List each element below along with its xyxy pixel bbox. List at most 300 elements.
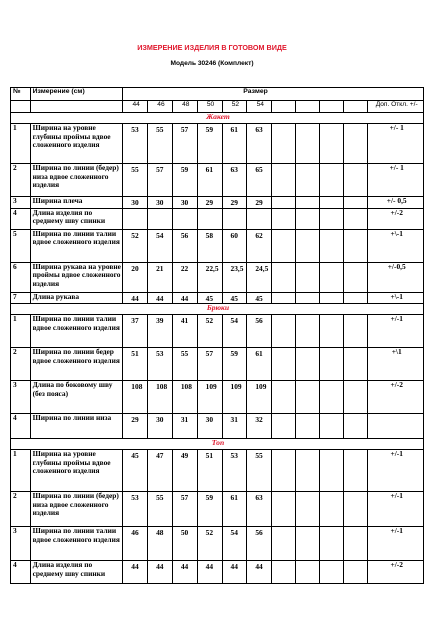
value-text: 55: [180, 349, 189, 359]
empty-cell: [344, 292, 368, 304]
size-value-48: [172, 262, 197, 292]
table-row: [11, 561, 424, 584]
size-value-50: [197, 229, 222, 262]
empty-cell: [344, 124, 368, 164]
empty-cell: [296, 492, 320, 527]
table-row: [11, 208, 424, 229]
measurement-label: Ширина по линии талии вдвое сложенного изделия: [30, 315, 123, 348]
size-value-44: [123, 450, 148, 492]
value-text: 20: [131, 263, 139, 273]
measurement-label: Длина рукава: [30, 292, 123, 304]
size-value-50: [197, 414, 222, 439]
value-text: 44: [205, 562, 214, 572]
empty-cell: [272, 414, 296, 439]
size-value-52: [222, 527, 247, 561]
empty-cell: [320, 348, 344, 381]
size-value-54: [247, 197, 272, 209]
size-value-54: [247, 527, 272, 561]
value-text: 61: [205, 165, 214, 174]
row-number: 1: [11, 124, 31, 164]
size-value-48: [172, 348, 197, 381]
size-value-48: [172, 197, 197, 209]
value-text: 52: [205, 528, 214, 538]
value-text: 31: [180, 415, 189, 425]
value-text: 59: [180, 165, 189, 174]
measurement-label: Ширина плеча: [30, 197, 123, 209]
empty-cell: [272, 229, 296, 262]
value-text: 44: [180, 562, 189, 572]
tolerance-value: +/- 1: [368, 164, 424, 197]
size-value-48: [172, 315, 197, 348]
size-value-44: [123, 164, 148, 197]
value-text: 61: [230, 493, 238, 503]
value-text: 63: [230, 165, 238, 174]
tolerance-value: +/- 1: [368, 124, 424, 164]
size-value-54: [247, 208, 272, 229]
size-value-46: [148, 527, 173, 561]
size-value-50: [197, 381, 222, 414]
value-text: 45: [255, 293, 263, 303]
size-value-50: [197, 315, 222, 348]
size-value-54: [247, 124, 272, 164]
value-text: 29: [205, 198, 214, 207]
tolerance-value: +\-1: [368, 292, 424, 304]
size-value-46: [148, 561, 173, 584]
size-value-46: [148, 315, 173, 348]
size-value-48: [172, 561, 197, 584]
tolerance-value: +/-1: [368, 450, 424, 492]
empty-cell: [320, 262, 344, 292]
size-blank: [344, 101, 368, 113]
value-text: 48: [156, 528, 164, 538]
document-title: ИЗМЕРЕНИЕ ИЗДЕЛИЯ В ГОТОВОМ ВИДЕ: [137, 43, 287, 52]
empty-cell: [320, 450, 344, 492]
size-value-48: [172, 124, 197, 164]
value-text: 54: [230, 316, 238, 326]
value-text: 50: [180, 528, 189, 538]
measurement-label: Ширина по линии бедер вдвое сложенного изделия: [30, 348, 123, 381]
size-value-44: [123, 229, 148, 262]
empty-cell: [296, 561, 320, 584]
size-value-44: [123, 292, 148, 304]
size-value-50: [197, 527, 222, 561]
size-value-46: [148, 414, 173, 439]
size-value-54: [247, 262, 272, 292]
table-row: [11, 315, 424, 348]
empty-cell: [272, 527, 296, 561]
measurement-label: Длина изделия по среднему шву спинки: [30, 561, 123, 584]
empty-cell: [296, 197, 320, 209]
empty-cell: [296, 229, 320, 262]
value-text: 108: [180, 382, 192, 392]
empty-cell: [320, 124, 344, 164]
table-row: [11, 527, 424, 561]
empty-cell: [272, 292, 296, 304]
measurement-label: Ширина по линии талии вдвое сложенного изделия: [30, 229, 123, 262]
value-text: 59: [205, 125, 214, 134]
measurements-table: [10, 87, 424, 584]
value-text: 45: [230, 293, 238, 303]
table-row: [11, 381, 424, 414]
size-value-44: [123, 208, 148, 229]
size-value-44: [123, 414, 148, 439]
empty-cell: [344, 208, 368, 229]
value-text: 57: [180, 493, 189, 503]
value-text: 29: [131, 415, 139, 425]
empty-cell: [272, 208, 296, 229]
value-text: 53: [131, 493, 139, 503]
size-value-54: [247, 492, 272, 527]
empty-cell: [344, 197, 368, 209]
size-value-48: [172, 164, 197, 197]
size-value-54: [247, 164, 272, 197]
empty-cell: [320, 229, 344, 262]
value-text: 39: [156, 316, 164, 326]
tolerance-value: +/-2: [368, 381, 424, 414]
table-row: [11, 292, 424, 304]
value-text: 57: [156, 165, 164, 174]
value-text: 52: [131, 230, 139, 240]
empty-cell: [344, 492, 368, 527]
value-text: 44: [230, 562, 238, 572]
size-value-48: [172, 229, 197, 262]
empty-cell: [344, 262, 368, 292]
value-text: 55: [255, 451, 263, 461]
size-value-46: [148, 262, 173, 292]
size-value-44: [123, 527, 148, 561]
tolerance-value: +/-1: [368, 492, 424, 527]
row-number: 1: [11, 450, 31, 492]
size-value-48: [172, 527, 197, 561]
value-text: [125, 213, 131, 215]
size-value-50: [197, 262, 222, 292]
empty-cell: [320, 315, 344, 348]
row-number: 7: [11, 292, 31, 304]
value-text: 62: [255, 230, 263, 240]
size-value-54: [247, 315, 272, 348]
size-value-46: [148, 492, 173, 527]
value-text: 47: [156, 451, 164, 461]
empty-cell: [320, 164, 344, 197]
empty-cell: [272, 197, 296, 209]
value-text: 49: [180, 451, 189, 461]
empty-cell: [272, 381, 296, 414]
value-text: 30: [156, 415, 164, 425]
empty-cell: [296, 315, 320, 348]
value-text: 55: [131, 165, 139, 174]
row-number: 2: [11, 348, 31, 381]
value-text: 32: [255, 415, 263, 425]
value-text: 65: [255, 165, 263, 174]
tolerance-value: +/-2: [368, 208, 424, 229]
size-value-52: [222, 381, 247, 414]
tolerance-value: +/- 0,5: [368, 197, 424, 209]
measurement-label: Ширина на уровне глубины проймы вдвое сложенного изделия: [30, 450, 123, 492]
value-text: 61: [230, 125, 238, 134]
size-value-46: [148, 292, 173, 304]
measurement-label: Ширина по линии низа: [30, 414, 123, 439]
size-value-50: [197, 208, 222, 229]
value-text: 57: [180, 125, 189, 134]
value-text: 53: [156, 349, 164, 359]
value-text: 29: [255, 198, 263, 207]
size-value-52: [222, 262, 247, 292]
measurement-label: Ширина по линии талии вдвое сложенного изделия: [30, 527, 123, 561]
empty-cell: [344, 164, 368, 197]
table-row: [11, 124, 424, 164]
row-number: 5: [11, 229, 31, 262]
value-text: 63: [255, 493, 263, 503]
size-value-46: [148, 229, 173, 262]
size-value-52: [222, 414, 247, 439]
row-number: 2: [11, 164, 31, 197]
value-text: 53: [131, 125, 139, 134]
size-value-44: [123, 262, 148, 292]
row-number: 1: [11, 315, 31, 348]
tolerance-value: +\-1: [368, 229, 424, 262]
value-text: 51: [205, 451, 214, 461]
size-value-52: [222, 492, 247, 527]
size-value-50: [197, 292, 222, 304]
value-text: 108: [131, 382, 143, 392]
value-text: 23,5: [230, 263, 244, 273]
value-text: 22: [180, 263, 189, 273]
empty-cell: [320, 414, 344, 439]
size-value-54: [247, 292, 272, 304]
row-number: 4: [11, 414, 31, 439]
value-text: 52: [205, 316, 214, 326]
size-value-48: [172, 208, 197, 229]
value-text: 54: [230, 528, 238, 538]
empty-cell: [272, 164, 296, 197]
size-value-52: [222, 348, 247, 381]
tolerance-value: +/-1: [368, 527, 424, 561]
section-title: Топ: [11, 439, 424, 450]
row-number: 4: [11, 561, 31, 584]
value-text: 30: [180, 198, 189, 207]
measurement-label: Длина изделия по среднему шву спинки: [30, 208, 123, 229]
empty-cell: [320, 527, 344, 561]
value-text: 22,5: [205, 263, 219, 273]
size-value-46: [148, 208, 173, 229]
size-value-44: [123, 561, 148, 584]
header-size: Размер: [123, 88, 424, 101]
value-text: 55: [156, 125, 164, 134]
table-row: [11, 197, 424, 209]
table-row: [11, 348, 424, 381]
value-text: 51: [131, 349, 139, 359]
section-title: Жакет: [11, 113, 424, 124]
empty-cell: [344, 450, 368, 492]
size-value-44: [123, 381, 148, 414]
value-text: 41: [180, 316, 189, 326]
table-row: [11, 164, 424, 197]
size-value-50: [197, 124, 222, 164]
header-blank: [30, 101, 123, 113]
value-text: 30: [156, 198, 164, 207]
header-blank: [11, 101, 31, 113]
row-number: 3: [11, 381, 31, 414]
value-text: 60: [230, 230, 238, 240]
header-tolerance: Доп. Откл. +/-: [368, 101, 424, 113]
section-title: Брюки: [11, 304, 424, 315]
value-text: 29: [230, 198, 238, 207]
empty-cell: [272, 450, 296, 492]
header-no: №: [11, 88, 31, 101]
size-value-50: [197, 348, 222, 381]
empty-cell: [296, 450, 320, 492]
measurement-label: Ширина рукава на уровне проймы вдвое сложенного изделия: [30, 262, 123, 292]
value-text: 31: [230, 415, 238, 425]
row-number: 4: [11, 208, 31, 229]
size-blank: [272, 101, 296, 113]
size-value-50: [197, 164, 222, 197]
empty-cell: [272, 492, 296, 527]
size-value-46: [148, 124, 173, 164]
row-number: 3: [11, 197, 31, 209]
table-row: [11, 262, 424, 292]
size-52: 52: [222, 101, 247, 113]
value-text: 54: [156, 230, 164, 240]
empty-cell: [272, 315, 296, 348]
size-value-52: [222, 164, 247, 197]
tolerance-value: +\1: [368, 348, 424, 381]
size-value-46: [148, 164, 173, 197]
size-value-44: [123, 197, 148, 209]
value-text: 109: [205, 382, 217, 392]
size-54: 54: [247, 101, 272, 113]
size-value-54: [247, 381, 272, 414]
value-text: [225, 213, 231, 215]
empty-cell: [272, 348, 296, 381]
size-value-48: [172, 492, 197, 527]
size-value-52: [222, 450, 247, 492]
value-text: 56: [255, 528, 263, 538]
empty-cell: [320, 197, 344, 209]
size-value-46: [148, 197, 173, 209]
empty-cell: [296, 262, 320, 292]
header-measure: Измерение (см): [30, 88, 123, 101]
value-text: 109: [230, 382, 242, 392]
size-value-50: [197, 197, 222, 209]
table-row: [11, 414, 424, 439]
size-48: 48: [172, 101, 197, 113]
size-value-48: [172, 414, 197, 439]
size-value-52: [222, 124, 247, 164]
empty-cell: [344, 381, 368, 414]
row-number: 2: [11, 492, 31, 527]
empty-cell: [272, 561, 296, 584]
value-text: 63: [255, 125, 263, 134]
value-text: 55: [156, 493, 164, 503]
value-text: 58: [205, 230, 214, 240]
tolerance-value: [368, 414, 424, 439]
measurement-label: Длина по боковому шву (без пояса): [30, 381, 123, 414]
size-value-52: [222, 315, 247, 348]
value-text: 44: [131, 293, 139, 303]
empty-cell: [272, 262, 296, 292]
value-text: 57: [205, 349, 214, 359]
size-value-44: [123, 492, 148, 527]
empty-cell: [296, 164, 320, 197]
value-text: 53: [230, 451, 238, 461]
size-value-50: [197, 492, 222, 527]
size-value-54: [247, 229, 272, 262]
measurement-label: Ширина на уровне глубины проймы вдвое сложенного изделия: [30, 124, 123, 164]
size-value-46: [148, 348, 173, 381]
size-44: 44: [123, 101, 148, 113]
empty-cell: [320, 561, 344, 584]
value-text: 45: [205, 293, 214, 303]
value-text: 30: [131, 198, 139, 207]
value-text: 44: [156, 562, 164, 572]
empty-cell: [320, 492, 344, 527]
size-value-50: [197, 561, 222, 584]
value-text: 59: [205, 493, 214, 503]
value-text: 21: [156, 263, 164, 273]
tolerance-value: +/-0,5: [368, 262, 424, 292]
empty-cell: [296, 208, 320, 229]
size-value-48: [172, 381, 197, 414]
size-value-52: [222, 197, 247, 209]
size-value-46: [148, 381, 173, 414]
value-text: [200, 213, 206, 215]
size-value-54: [247, 450, 272, 492]
empty-cell: [320, 381, 344, 414]
size-value-54: [247, 414, 272, 439]
empty-cell: [320, 208, 344, 229]
empty-cell: [296, 381, 320, 414]
empty-cell: [272, 124, 296, 164]
empty-cell: [344, 315, 368, 348]
row-number: 3: [11, 527, 31, 561]
size-value-54: [247, 561, 272, 584]
empty-cell: [344, 527, 368, 561]
size-value-48: [172, 450, 197, 492]
empty-cell: [296, 527, 320, 561]
value-text: 61: [255, 349, 263, 359]
value-text: 109: [255, 382, 267, 392]
value-text: 30: [205, 415, 214, 425]
empty-cell: [296, 124, 320, 164]
empty-cell: [344, 348, 368, 381]
value-text: [150, 213, 156, 215]
empty-cell: [296, 348, 320, 381]
size-value-52: [222, 561, 247, 584]
measurement-label: Ширина по линии (бедер) низа вдвое сложенного изделия: [30, 492, 123, 527]
table-row: [11, 450, 424, 492]
measurement-label: Ширина по линии (бедер) низа вдвое сложенного изделия: [30, 164, 123, 197]
row-number: 6: [11, 262, 31, 292]
table-row: [11, 492, 424, 527]
value-text: 108: [156, 382, 168, 392]
value-text: 44: [180, 293, 189, 303]
value-text: 44: [156, 293, 164, 303]
value-text: 59: [230, 349, 238, 359]
tolerance-value: +/-1: [368, 315, 424, 348]
empty-cell: [296, 292, 320, 304]
value-text: 56: [180, 230, 189, 240]
empty-cell: [344, 561, 368, 584]
model-subtitle: Модель 30246 (Комплект): [170, 60, 254, 67]
value-text: 44: [255, 562, 263, 572]
size-value-52: [222, 229, 247, 262]
size-value-44: [123, 124, 148, 164]
size-value-54: [247, 348, 272, 381]
table-row: [11, 229, 424, 262]
value-text: 37: [131, 316, 139, 326]
empty-cell: [320, 292, 344, 304]
